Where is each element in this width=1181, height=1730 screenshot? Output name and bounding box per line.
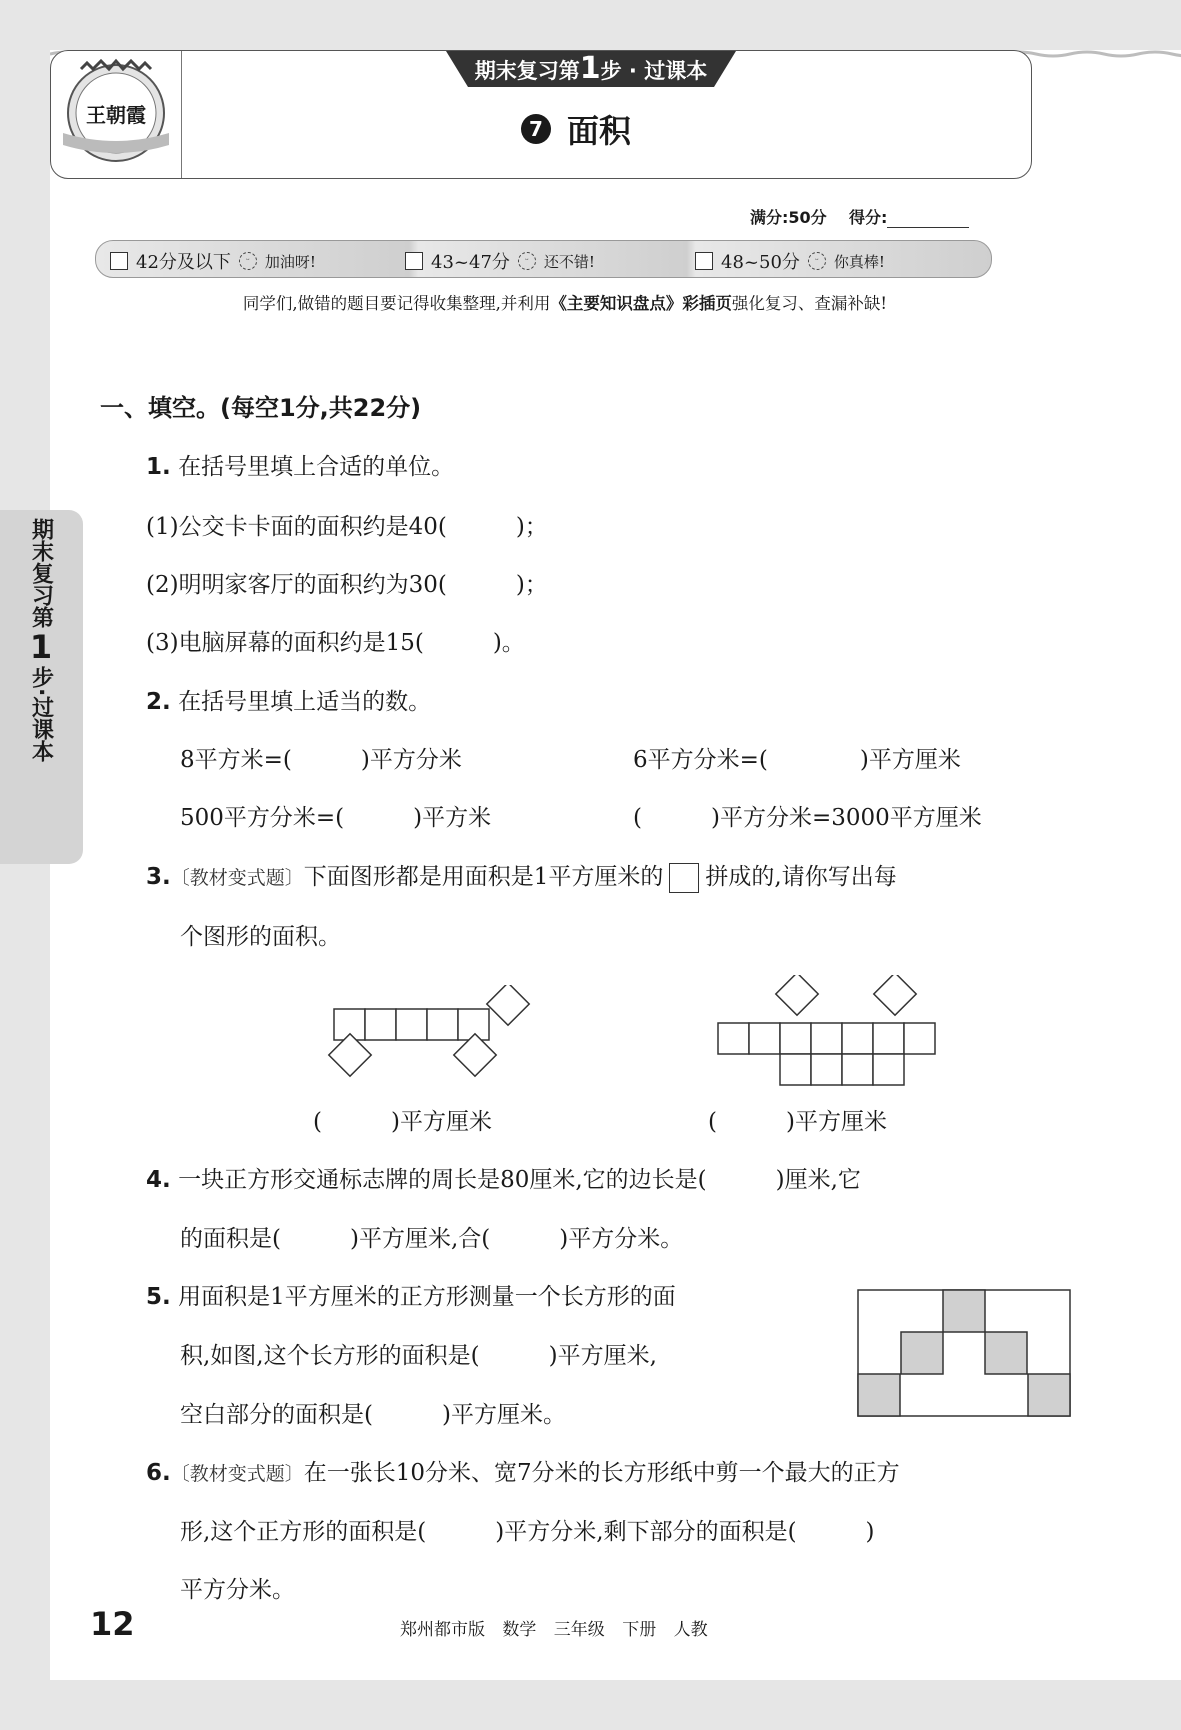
- grade-range: 43~47分: [431, 252, 510, 273]
- q2-item-c[interactable]: 500平方分米=( )平方米: [180, 805, 492, 831]
- banner-title: [446, 51, 736, 87]
- q4-number: 4.: [146, 1167, 171, 1193]
- q3-figure-1: [320, 985, 550, 1085]
- checkbox[interactable]: [695, 252, 713, 270]
- q6-line-3: 平方分米。: [180, 1577, 295, 1603]
- q6-line-1-text: 在一张长10分米、宽7分米的长方形纸中剪一个最大的正方: [303, 1460, 900, 1486]
- banner-step: 1: [579, 51, 601, 86]
- banner-suffix: 步 · 过课本: [600, 59, 708, 83]
- q6-line-1: [146, 1454, 900, 1487]
- unit-square-icon: [669, 863, 699, 893]
- q3-tag: 〔教材变式题〕: [170, 867, 304, 889]
- notice-before: 同学们,做错的题目要记得收集整理,并利用: [242, 294, 551, 313]
- q3-stem-a: 下面图形都是用面积是1平方厘米的: [303, 864, 664, 890]
- side-tab-suffix: 步·过课本: [28, 666, 54, 763]
- page-number: 12: [90, 1605, 135, 1643]
- header-box: [50, 50, 1032, 179]
- unit-title: [521, 109, 631, 149]
- q1-stem-text: 在括号里填上合适的单位。: [178, 454, 455, 480]
- grade-comment: 加油呀!: [264, 252, 316, 271]
- face-icon: ᵕ: [518, 252, 536, 270]
- side-tab-prefix: 期末复习第: [28, 518, 54, 628]
- side-tab-step: 1: [29, 628, 53, 666]
- score-blank[interactable]: [887, 213, 969, 228]
- unit-number-badge: 7: [521, 114, 551, 144]
- q1-stem: [146, 448, 454, 481]
- q2-stem-text: 在括号里填上适当的数。: [178, 689, 432, 715]
- q2-stem: [146, 683, 431, 716]
- q2-item-a[interactable]: 8平方米=( )平方分米: [180, 747, 462, 773]
- q5-figure: [857, 1289, 1073, 1419]
- q2-item-d[interactable]: ( )平方分米=3000平方厘米: [633, 805, 982, 831]
- got-score-label: 得分:: [848, 208, 888, 227]
- grade-option-3[interactable]: [695, 248, 885, 274]
- q4-line-1-text: 一块正方形交通标志牌的周长是80厘米,它的边长是( )厘米,它: [178, 1167, 861, 1193]
- q6-number: 6.: [146, 1460, 171, 1486]
- grade-option-2[interactable]: [405, 248, 595, 274]
- q4-line-1[interactable]: [146, 1161, 861, 1194]
- checkbox[interactable]: [405, 252, 423, 270]
- q3-answer-2[interactable]: ( )平方厘米: [708, 1109, 887, 1135]
- q1-item-2[interactable]: (2)明明家客厅的面积约为30( )；: [146, 572, 548, 598]
- grade-comment: 你真棒!: [833, 252, 885, 271]
- q3-number: 3.: [146, 864, 171, 890]
- grade-option-1[interactable]: [110, 248, 316, 274]
- grade-comment: 还不错!: [543, 252, 595, 271]
- q5-line-1: [146, 1278, 676, 1311]
- q3-answer-1[interactable]: ( )平方厘米: [313, 1109, 492, 1135]
- q6-tag: 〔教材变式题〕: [170, 1463, 304, 1485]
- banner-prefix: 期末复习第: [474, 59, 580, 83]
- q3-stem-c: 个图形的面积。: [180, 924, 341, 950]
- q5-line-3[interactable]: 空白部分的面积是( )平方厘米。: [180, 1402, 566, 1428]
- q5-line-1-text: 用面积是1平方厘米的正方形测量一个长方形的面: [178, 1284, 676, 1310]
- q3-figure-2: [710, 975, 940, 1090]
- q2-number: 2.: [146, 689, 171, 715]
- side-tab-text: [0, 518, 82, 762]
- q3-stem: [146, 858, 897, 893]
- notice-text: [150, 290, 980, 314]
- full-score-label: 满分:50分: [750, 208, 827, 227]
- grade-range: 48~50分: [721, 252, 800, 273]
- q1-item-3[interactable]: (3)电脑屏幕的面积约是15( )。: [146, 630, 525, 656]
- section-title: 一、填空。(每空1分,共22分): [100, 394, 422, 422]
- q5-number: 5.: [146, 1284, 171, 1310]
- footer-info: 郑州都市版 数学 三年级 下册 人教: [400, 1620, 708, 1640]
- q1-number: 1.: [146, 454, 171, 480]
- grade-range: 42分及以下: [136, 252, 231, 273]
- q3-stem-b: 拼成的,请你写出每: [705, 864, 897, 890]
- brand-name: 王朝霞: [86, 103, 146, 127]
- q6-line-2[interactable]: 形,这个正方形的面积是( )平方分米,剩下部分的面积是( ): [180, 1519, 875, 1545]
- notice-highlight: 《主要知识盘点》彩插页: [550, 294, 732, 313]
- q2-item-b[interactable]: 6平方分米=( )平方厘米: [633, 747, 961, 773]
- q5-line-2[interactable]: 积,如图,这个长方形的面积是( )平方厘米,: [180, 1343, 657, 1369]
- q4-line-2[interactable]: 的面积是( )平方厘米,合( )平方分米。: [180, 1226, 684, 1252]
- face-icon: ᵕ: [239, 252, 257, 270]
- face-icon: ᵕ: [808, 252, 826, 270]
- notice-after: 强化复习、查漏补缺!: [731, 294, 888, 313]
- q1-item-1[interactable]: (1)公交卡卡面的面积约是40( )；: [146, 514, 548, 540]
- checkbox[interactable]: [110, 252, 128, 270]
- unit-title-text: 面积: [567, 112, 632, 150]
- score-area: [750, 205, 969, 228]
- logo: [51, 51, 182, 178]
